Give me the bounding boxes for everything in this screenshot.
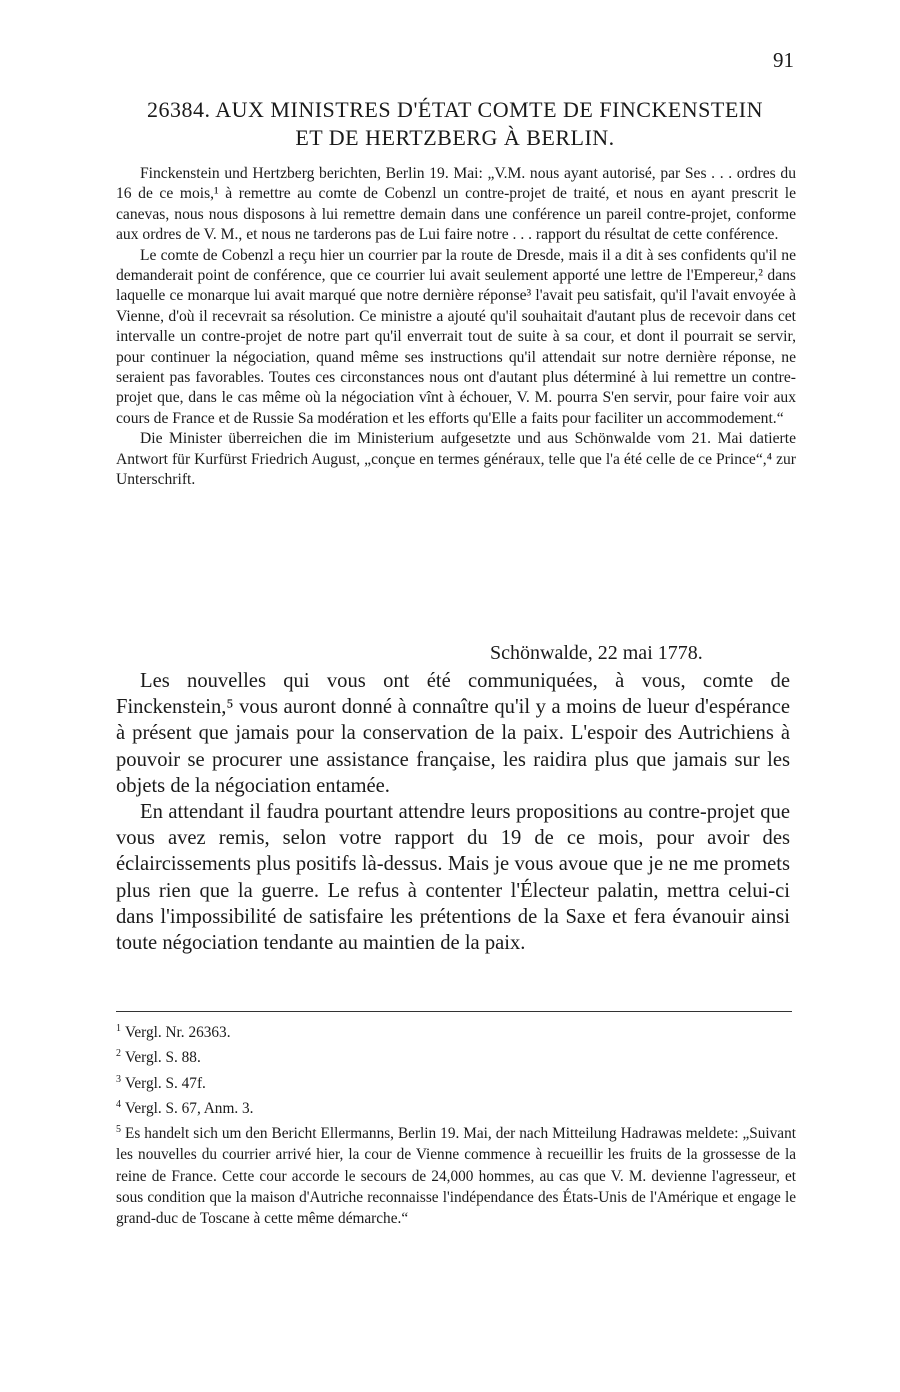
footnote-text: Vergl. Nr. 26363.: [125, 1024, 231, 1042]
page-number: 91: [773, 48, 794, 72]
footnote: [116, 1094, 796, 1119]
footnote-text: Vergl. S. 67, Anm. 3.: [125, 1099, 254, 1117]
footnotes: [116, 1018, 796, 1229]
footnote: [116, 1018, 796, 1043]
summary-paragraph: Die Minister überreichen die im Ministerium aufgesetzte und aus Schönwalde vom 21. Mai datierte Antwort für Kurfürst Friedrich August, „conçue en termes généraux, telle que l'a été celle de ce Prince“,⁴ zur Unterschrift.: [116, 430, 796, 489]
footnote-number: 2: [116, 1048, 121, 1060]
body-paragraph: En attendant il faudra pourtant attendre leurs propositions au contre-projet que vous avez remis, selon votre rapport du 19 de ce mois, pour avoir des éclaircissements plus positifs là-dessus. Mais je vous avoue que je ne me promets plus rien que la guerre. Le refus à contenter l'Électeur palatin, mettra celui-ci dans l'impossibilité de satisfaire les prétentions de la Saxe et fera évanouir ainsi toute négociation tendante au maintien de la paix.: [116, 801, 790, 955]
footnote-number: 5: [116, 1124, 121, 1136]
footnote: [116, 1119, 796, 1229]
letter-heading: [110, 96, 800, 152]
body-paragraph: Les nouvelles qui vous ont été communiquées, à vous, comte de Finckenstein,⁵ vous auront donné à connaître qu'il y a moins de lueur d'espérance à présent que jamais pour la conservation de la paix. L'espoir des Autrichiens à pouvoir se procurer une assistance française, les raidira plus que jamais sur les objets de la négociation entamée.: [116, 670, 790, 797]
footnote-text: Vergl. S. 88.: [125, 1049, 201, 1067]
summary-paragraph: Le comte de Cobenzl a reçu hier un courrier par la route de Dresde, mais il a dit à ses confidents qu'il ne demanderait point de conférence, que ce courrier lui avait seulement apporté une lettre de l'Empereur,² dans laquelle ce monarque lui avait marqué que notre dernière réponse³ l'avait peu satisfait, qu'il l'avait envoyée à Vienne, d'où il recevrait sa résolution. Ce ministre a ajouté qu'il souhaitait d'autant plus de recevoir dans cet intervalle un contre-projet de notre part qu'il enverrait tout de suite à sa cour, et dont il pourrait se servir, pour continuer la négociation, quand même ses instructions qu'il attendait sur notre dernière réponse, ne seraient pas favorables. Toutes ces circonstances nous ont d'autant plus déterminé à lui remettre un contre-projet que, dans le cas même où la négociation vînt à échouer, V. M. pourra S'en servir, pour faire voir aux cours de France et de Russie Sa modération et les efforts qu'Elle a faits pour faciliter un accommodement.“: [116, 246, 796, 427]
footnote-text: Es handelt sich um den Bericht Ellermanns, Berlin 19. Mai, der nach Mitteilung Hadrawas meldete: „Suivant les nouvelles du courrier arrivé hier, la cour de Vienne commence à recueillir les fruits de la grossesse de la reine de France. Cette cour accorde le secours de 24,000 hommes, au cas que V. M. devienne l'agresseur, et sous condition que la maison d'Autriche reconnaisse l'indépendance des États-Unis de l'Amérique et engage le grand-duc de Toscane à cette même démarche.“: [116, 1125, 796, 1228]
editorial-summary: [116, 164, 796, 491]
footnote-text: Vergl. S. 47f.: [125, 1074, 206, 1092]
heading-line-2: ET DE HERTZBERG À BERLIN.: [295, 125, 615, 150]
letter-body: [116, 668, 790, 956]
footnote: [116, 1069, 796, 1094]
footnote-number: 3: [116, 1073, 121, 1085]
summary-paragraph: Finckenstein und Hertzberg berichten, Berlin 19. Mai: „V.M. nous ayant autorisé, par Ses . . . ordres du 16 de ce mois,¹ à remettre au comte de Cobenzl un contre-projet de traité, et nous en ayant prescrit le canevas, nous nous disposons à lui remettre demain dans une conférence un pareil contre-projet, conforme aux ordres de V. M., et nous ne tarderons pas de Lui faire notre . . . rapport du résultat de cette conférence.: [116, 165, 796, 244]
footnote-divider: [116, 1011, 792, 1012]
footnote-number: 4: [116, 1098, 121, 1110]
heading-line-1: 26384. AUX MINISTRES D'ÉTAT COMTE DE FINCKENSTEIN: [146, 97, 764, 122]
dateline: Schönwalde, 22 mai 1778.: [490, 642, 703, 664]
footnote: [116, 1043, 796, 1068]
footnote-number: 1: [116, 1023, 121, 1034]
